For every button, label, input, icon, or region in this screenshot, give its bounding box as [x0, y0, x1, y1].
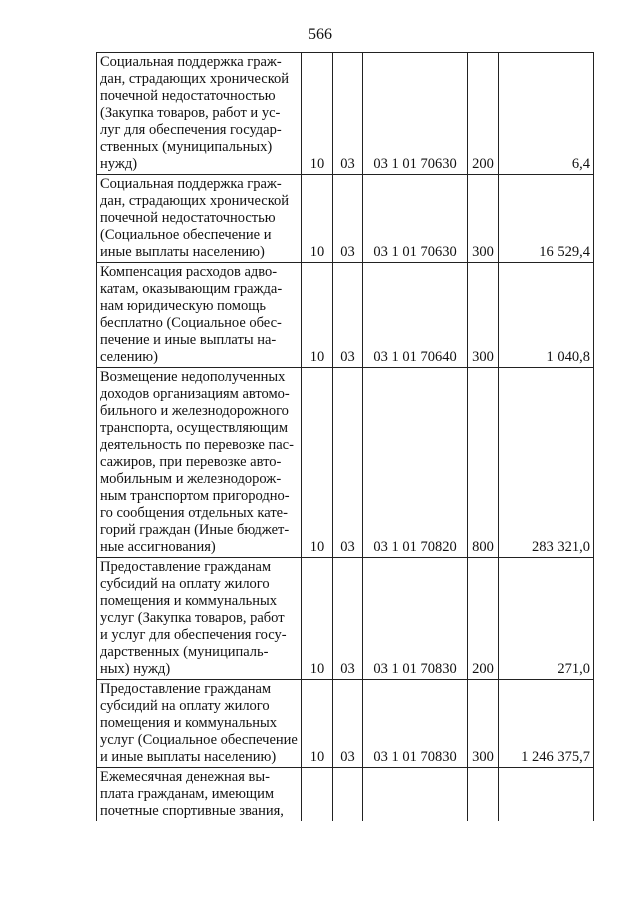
target-article-cell: 03 1 01 70820: [363, 368, 468, 558]
row-name-line: дарственных (муниципаль-: [100, 644, 269, 660]
row-name-line: деятельность по перевозке пас-: [100, 437, 294, 453]
row-name-cell: [97, 558, 302, 680]
row-name-line: (Закупка товаров, работ и ус-: [100, 105, 281, 121]
budget-table-body: [97, 53, 594, 822]
row-name-line: горий граждан (Иные бюджет-: [100, 522, 290, 538]
row-name-line: сажиров, при перевозке авто-: [100, 454, 282, 470]
expense-type-cell: 300: [468, 680, 499, 768]
row-name-line: луг для обеспечения государ-: [100, 122, 282, 138]
subsection-code-cell: 03: [333, 53, 363, 175]
section-code-cell: [302, 768, 333, 822]
budget-table: [96, 52, 594, 821]
target-article-cell: [363, 768, 468, 822]
subsection-code-cell: [333, 768, 363, 822]
row-name-line: Возмещение недополученных: [100, 369, 286, 385]
row-name-cell: [97, 768, 302, 822]
row-name-line: бесплатно (Социальное обес-: [100, 315, 282, 331]
row-name-line: иные выплаты населению): [100, 244, 265, 260]
row-name-line: почетные спортивные звания,: [100, 803, 284, 819]
row-name-line: услуг (Социальное обеспечение: [100, 732, 298, 748]
row-name-line: нужд): [100, 156, 138, 172]
row-name-line: помещения и коммунальных: [100, 593, 277, 609]
row-name-line: Социальная поддержка граж-: [100, 54, 282, 70]
row-name-line: почечной недостаточностью: [100, 210, 276, 226]
row-name-line: нам юридическую помощь: [100, 298, 266, 314]
section-code-cell: 10: [302, 263, 333, 368]
target-article-cell: 03 1 01 70640: [363, 263, 468, 368]
row-name-line: Ежемесячная денежная вы-: [100, 769, 270, 785]
row-name-line: Социальная поддержка граж-: [100, 176, 282, 192]
row-name-line: Предоставление гражданам: [100, 559, 272, 575]
amount-cell: 283 321,0: [499, 368, 594, 558]
row-name-line: дан, страдающих хронической: [100, 71, 290, 87]
expense-type-cell: 800: [468, 368, 499, 558]
row-name-line: селению): [100, 349, 158, 365]
table-row: [97, 53, 594, 175]
row-name-line: и иные выплаты населению): [100, 749, 277, 765]
row-name-line: плата гражданам, имеющим: [100, 786, 275, 802]
row-name-line: печение и иные выплаты на-: [100, 332, 277, 348]
table-row: [97, 680, 594, 768]
amount-cell: [499, 768, 594, 822]
subsection-code-cell: 03: [333, 175, 363, 263]
expense-type-cell: [468, 768, 499, 822]
row-name-line: субсидий на оплату жилого: [100, 576, 270, 592]
row-name-line: (Социальное обеспечение и: [100, 227, 272, 243]
row-name-cell: [97, 53, 302, 175]
table-row: [97, 558, 594, 680]
amount-cell: 1 040,8: [499, 263, 594, 368]
target-article-cell: 03 1 01 70830: [363, 680, 468, 768]
table-row: [97, 175, 594, 263]
target-article-cell: 03 1 01 70630: [363, 53, 468, 175]
row-name-line: ных) нужд): [100, 661, 171, 677]
row-name-line: ные ассигнования): [100, 539, 216, 555]
section-code-cell: 10: [302, 175, 333, 263]
section-code-cell: 10: [302, 558, 333, 680]
row-name-line: Компенсация расходов адво-: [100, 264, 278, 280]
expense-type-cell: 200: [468, 53, 499, 175]
target-article-cell: 03 1 01 70830: [363, 558, 468, 680]
expense-type-cell: 200: [468, 558, 499, 680]
section-code-cell: 10: [302, 368, 333, 558]
row-name-line: бильного и железнодорожного: [100, 403, 289, 419]
target-article-cell: 03 1 01 70630: [363, 175, 468, 263]
row-name-line: помещения и коммунальных: [100, 715, 277, 731]
row-name-line: доходов организациям автомо-: [100, 386, 290, 402]
amount-cell: 271,0: [499, 558, 594, 680]
subsection-code-cell: 03: [333, 680, 363, 768]
page-number: 566: [308, 26, 332, 43]
row-name-line: го сообщения отдельных кате-: [100, 505, 288, 521]
row-name-cell: [97, 680, 302, 768]
amount-cell: 1 246 375,7: [499, 680, 594, 768]
row-name-cell: [97, 175, 302, 263]
row-name-line: субсидий на оплату жилого: [100, 698, 270, 714]
amount-cell: 16 529,4: [499, 175, 594, 263]
row-name-line: ным транспортом пригородно-: [100, 488, 290, 504]
row-name-line: и услуг для обеспечения госу-: [100, 627, 287, 643]
row-name-line: дан, страдающих хронической: [100, 193, 290, 209]
table-row: [97, 768, 594, 822]
row-name-line: услуг (Закупка товаров, работ: [100, 610, 285, 626]
table-row: [97, 263, 594, 368]
amount-cell: 6,4: [499, 53, 594, 175]
expense-type-cell: 300: [468, 175, 499, 263]
subsection-code-cell: 03: [333, 558, 363, 680]
section-code-cell: 10: [302, 680, 333, 768]
row-name-line: Предоставление гражданам: [100, 681, 272, 697]
row-name-line: транспорта, осуществляющим: [100, 420, 288, 436]
row-name-line: мобильным и железнодорож-: [100, 471, 282, 487]
row-name-cell: [97, 263, 302, 368]
row-name-line: ственных (муниципальных): [100, 139, 273, 155]
row-name-line: почечной недостаточностью: [100, 88, 276, 104]
subsection-code-cell: 03: [333, 368, 363, 558]
expense-type-cell: 300: [468, 263, 499, 368]
row-name-cell: [97, 368, 302, 558]
row-name-line: катам, оказывающим гражда-: [100, 281, 283, 297]
subsection-code-cell: 03: [333, 263, 363, 368]
section-code-cell: 10: [302, 53, 333, 175]
table-row: [97, 368, 594, 558]
